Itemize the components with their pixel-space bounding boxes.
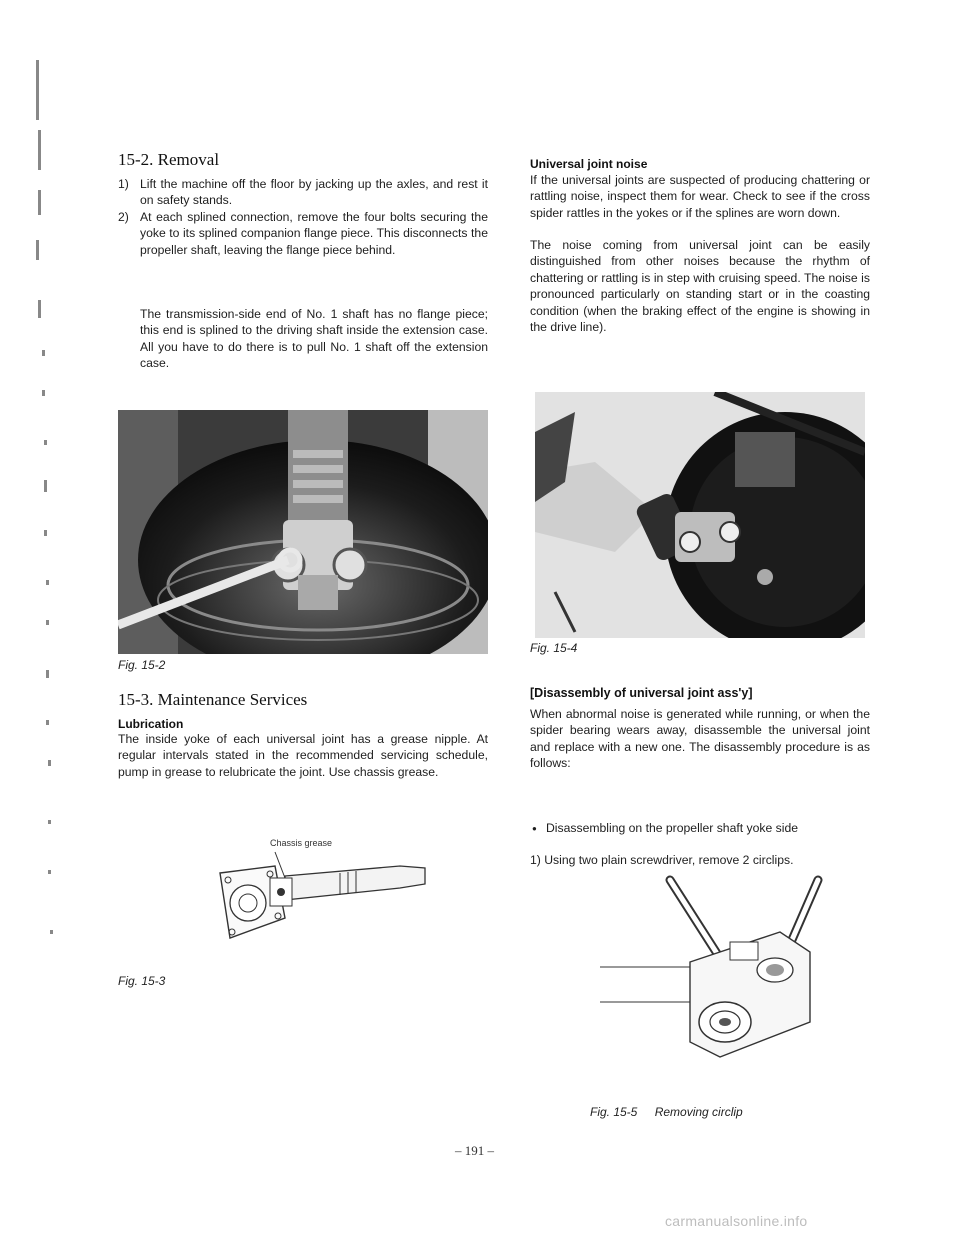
disassembly-bullet: ● Disassembling on the propeller shaft yoke side [530,820,876,836]
removal-note: The transmission-side end of No. 1 shaft has no flange piece; this end is splined to the driving shaft inside the extension case. All you have to do there is to pull No. 1 shaft off the extension case. [140,307,488,371]
maintenance-heading: 15-3. Maintenance Services [118,690,308,709]
chassis-grease-label: Chassis grease [270,838,333,848]
disassembly-heading: [Disassembly of universal joint ass'y] [530,686,753,700]
fig-15-4-caption: Fig. 15-4 [530,641,578,655]
disassembly-text: When abnormal noise is generated while running, or when the spider bearing wears away, disassemble the universal joint and replace with a new one. The disassembly procedure is as follows: [530,707,870,771]
lubrication-heading: Lubrication [118,717,184,731]
watermark: carmanualsonline.info [665,1213,808,1229]
fig-15-5-label: Fig. 15-5 [590,1105,638,1119]
propeller-shaft-photo-image [118,410,488,654]
removal-step: 1) Lift the machine off the floor by jacking up the axles, and rest it on safety stands. [118,177,488,208]
page-number: – 191 – [455,1143,494,1158]
removal-steps [118,176,488,258]
removal-step: 2) At each splined connection, remove the four bolts securing the yoke to its splined companion flange piece. This disconnects the propeller shaft, leaving the flange piece behind. [118,209,488,257]
noise-heading: Universal joint noise [530,157,648,171]
fig-15-5-title: Removing circlip [654,1105,743,1119]
fig-15-2-photo [118,410,488,654]
fig-15-5-caption [590,1105,743,1119]
fig-15-3-drawing [190,848,430,958]
fig-15-2-caption: Fig. 15-2 [118,658,166,672]
fig-15-5-drawing [580,872,850,1072]
fig-15-4-photo [535,392,865,638]
removal-heading: 15-2. Removal [118,150,220,169]
universal-joint-photo-image [535,392,865,638]
lubrication-text: The inside yoke of each universal joint has a grease nipple. At regular intervals stated in the recommended servicing schedule, pump in grease to relubricate the joint. Use chassis grease. [118,732,488,779]
fig-15-3-caption: Fig. 15-3 [118,974,166,988]
disassembly-step-1: 1) Using two plain screwdriver, remove 2 circlips. [530,853,794,867]
binding-marks [30,60,70,1060]
noise-text-1: If the universal joints are suspected of producing chattering or rattling noise, inspect them for wear. Check to see if the cross spider rattles in the yokes or if the splines are worn down. [530,173,870,220]
noise-text-2: The noise coming from universal joint can be easily distinguished from other noises because the rhythm of chattering or rattling is in step with cruising speed. The noise is pronounced particularly on standing start or in the coasting condition (when the braking effect of the engine is showing in the drive line). [530,238,870,335]
